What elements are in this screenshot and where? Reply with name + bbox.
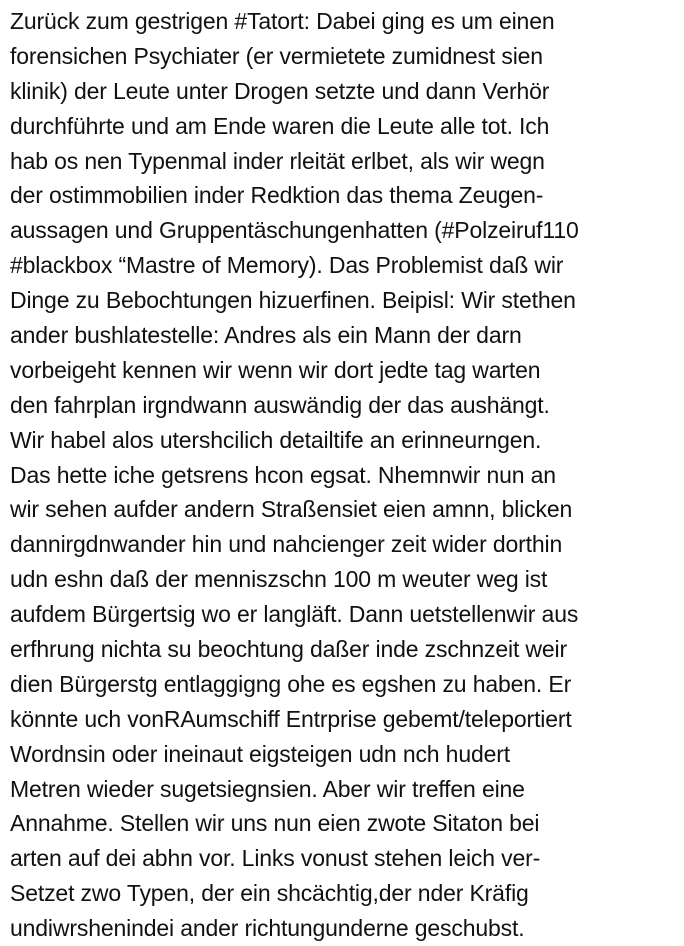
- text-line: erfhrung nichta su beochtung daßer inde zschnzeit weir: [10, 636, 568, 663]
- text-line: Annahme. Stellen wir uns nun eien zwote Sitaton bei: [10, 810, 540, 837]
- text-line: udn eshn daß der menniszschn 100 m weuter weg ist: [10, 566, 548, 593]
- text-line: hab os nen Typenmal inder rleität erlbet, als wir wegn: [10, 147, 545, 174]
- text-line: undiwrshenindei ander richtungunderne geschubst.: [10, 915, 525, 942]
- text-line: Wordnsin oder ineinaut eigsteigen udn nch hudert: [10, 740, 511, 767]
- text-line: dannirgdnwander hin und nahcienger zeit wider dorthin: [10, 531, 563, 558]
- document-text: [10, 4, 682, 946]
- text-line: den fahrplan irgndwann auswändig der das aushängt.: [10, 391, 550, 418]
- text-line: vorbeigeht kennen wir wenn wir dort jedte tag warten: [10, 356, 541, 383]
- text-line: aussagen und Gruppentäschungenhatten (#Polzeiruf110: [10, 217, 579, 244]
- text-line: durchführte und am Ende waren die Leute alle tot. Ich: [10, 112, 550, 139]
- text-line: Das hette iche getsrens hcon egsat. Nhemnwir nun an: [10, 461, 556, 488]
- text-line: forensichen Psychiater (er vermietete zumidnest sien: [10, 42, 543, 69]
- text-line: arten auf dei abhn vor. Links vonust stehen leich ver-: [10, 845, 541, 872]
- text-line: #blackbox “Mastre of Memory). Das Problemist daß wir: [10, 252, 564, 279]
- text-line: Zurück zum gestrigen #Tatort: Dabei ging es um einen: [10, 8, 555, 34]
- text-line: wir sehen aufder andern Straßensiet eien amnn, blicken: [10, 496, 573, 523]
- text-line: könnte uch vonRAumschiff Entrprise gebemt/teleportiert: [10, 705, 572, 732]
- text-line: Metren wieder sugetsiegnsien. Aber wir treffen eine: [10, 775, 525, 802]
- text-line: Setzet zwo Typen, der ein shcächtig,der nder Kräfig: [10, 880, 529, 907]
- text-line: dien Bürgerstg entlaggigng ohe es egshen zu haben. Er: [10, 670, 572, 697]
- text-line: aufdem Bürgertsig wo er langläft. Dann uetstellenwir aus: [10, 601, 579, 628]
- text-line: klinik) der Leute unter Drogen setzte und dann Verhör: [10, 77, 550, 104]
- text-line: Wir habel alos utershcilich detailtife an erinneurngen.: [10, 426, 542, 453]
- text-line: der ostimmobilien inder Redktion das thema Zeugen-: [10, 182, 544, 209]
- text-line: ander bushlatestelle: Andres als ein Mann der darn: [10, 322, 522, 349]
- text-line: Dinge zu Bebochtungen hizuerfinen. Beipisl: Wir stethen: [10, 287, 576, 314]
